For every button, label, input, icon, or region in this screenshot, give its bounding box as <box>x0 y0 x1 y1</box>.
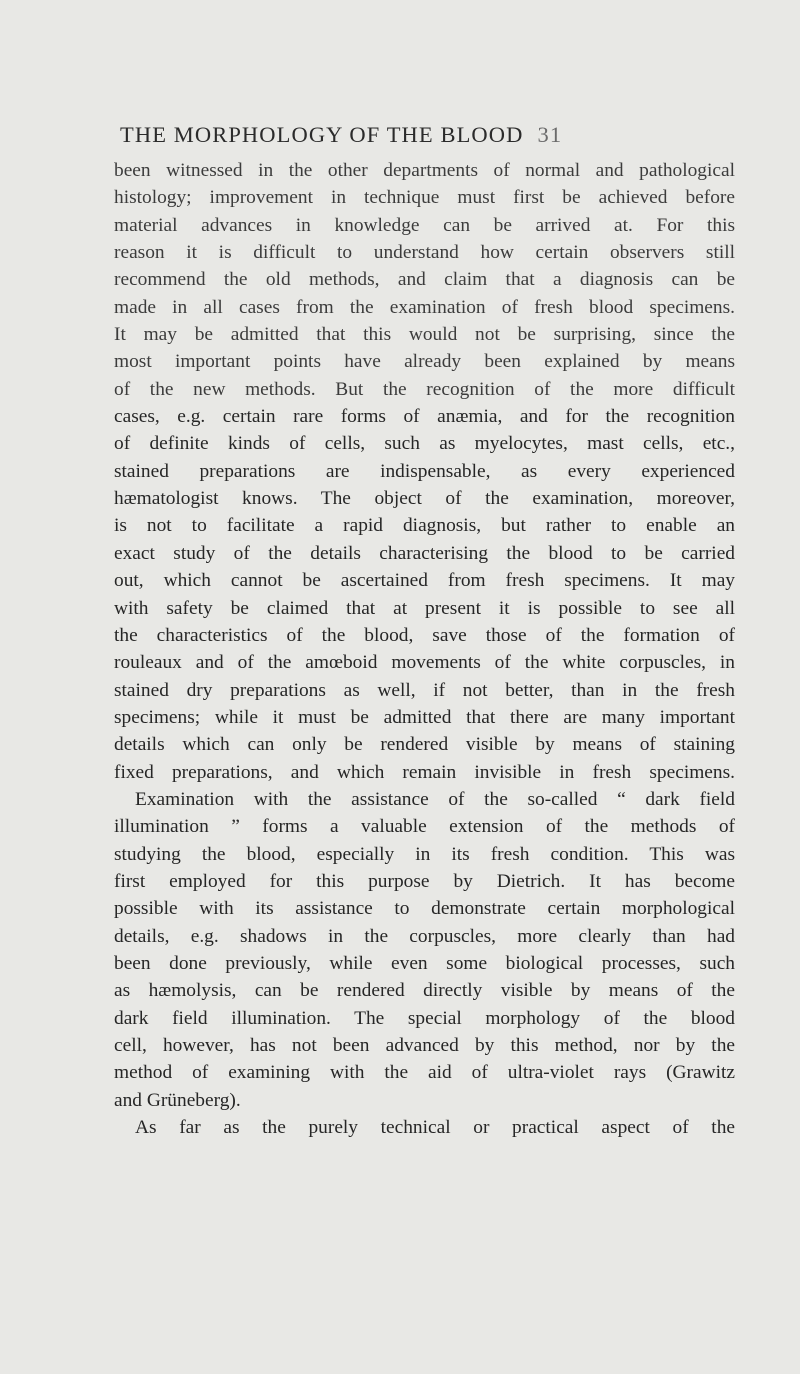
paragraph-1 <box>114 157 735 1114</box>
text-line: cases, e.g. certain rare forms of anæmia, and for the recognition <box>114 406 735 428</box>
text-line: of the new methods. But the recognition of the more difficult <box>114 378 735 400</box>
text-line: stained dry preparations as well, if not better, than in the fresh <box>114 679 735 701</box>
text-line: cell, however, has not been advanced by this method, nor by the <box>114 1035 735 1056</box>
text-line: most important points have already been explained by means <box>114 351 735 373</box>
text-line: details, e.g. shadows in the corpuscles, more clearly than had <box>114 925 735 947</box>
body-text <box>114 157 735 1141</box>
text-line: of definite kinds of cells, such as myelocytes, mast cells, etc., <box>114 433 735 455</box>
text-line: exact study of the details characterising the blood to be carried <box>114 542 735 564</box>
text-line: dark field illumination. The special morphology of the blood <box>114 1007 735 1029</box>
text-line: is not to facilitate a rapid diagnosis, but rather to enable an <box>114 515 735 537</box>
text-line: specimens; while it must be admitted that there are many important <box>114 706 735 728</box>
text-line: hæmatologist knows. The object of the examination, moreover, <box>114 488 735 510</box>
text-line: possible with its assistance to demonstrate certain morphological <box>114 898 735 920</box>
running-head <box>120 122 740 148</box>
page-number: 31 <box>537 122 563 147</box>
text-line: method of examining with the aid of ultra-violet rays (Grawitz <box>114 1062 735 1084</box>
text-line: histology; improvement in technique must first be achieved before <box>114 187 735 209</box>
text-line: fixed preparations, and which remain invisible in fresh specimens. <box>114 761 735 783</box>
text-line: first employed for this purpose by Dietrich. It has become <box>114 870 735 892</box>
text-line: reason it is difficult to understand how certain observers still <box>114 242 735 264</box>
text-line: been witnessed in the other departments of normal and pathological <box>114 160 735 181</box>
text-line: studying the blood, especially in its fresh condition. This was <box>114 843 735 865</box>
text-line: recommend the old methods, and claim that a diagnosis can be <box>114 269 735 291</box>
text-line: material advances in knowledge can be arrived at. For this <box>114 214 735 236</box>
running-head-title: THE MORPHOLOGY OF THE BLOOD <box>120 122 524 147</box>
text-line: as hæmolysis, can be rendered directly visible by means of the <box>114 980 735 1002</box>
text-line: It may be admitted that this would not be surprising, since the <box>114 324 735 346</box>
text-line: made in all cases from the examination of fresh blood specimens. <box>114 296 735 318</box>
text-line: out, which cannot be ascertained from fresh specimens. It may <box>114 570 735 592</box>
paragraph-2 <box>114 1114 735 1141</box>
text-line: Examination with the assistance of the so-called “ dark field <box>135 788 735 810</box>
text-line: the characteristics of the blood, save those of the formation of <box>114 624 735 646</box>
text-line: rouleaux and of the amœboid movements of the white corpuscles, in <box>114 652 735 674</box>
text-line: As far as the purely technical or practical aspect of the <box>135 1117 735 1139</box>
text-line: with safety be claimed that at present it is possible to see all <box>114 597 735 619</box>
text-line: and Grüneberg). <box>114 1089 241 1111</box>
text-line: stained preparations are indispensable, as every experienced <box>114 460 735 482</box>
text-line: illumination ” forms a valuable extension of the methods of <box>114 816 735 838</box>
text-line: details which can only be rendered visible by means of staining <box>114 734 735 756</box>
text-line: been done previously, while even some biological processes, such <box>114 952 735 974</box>
